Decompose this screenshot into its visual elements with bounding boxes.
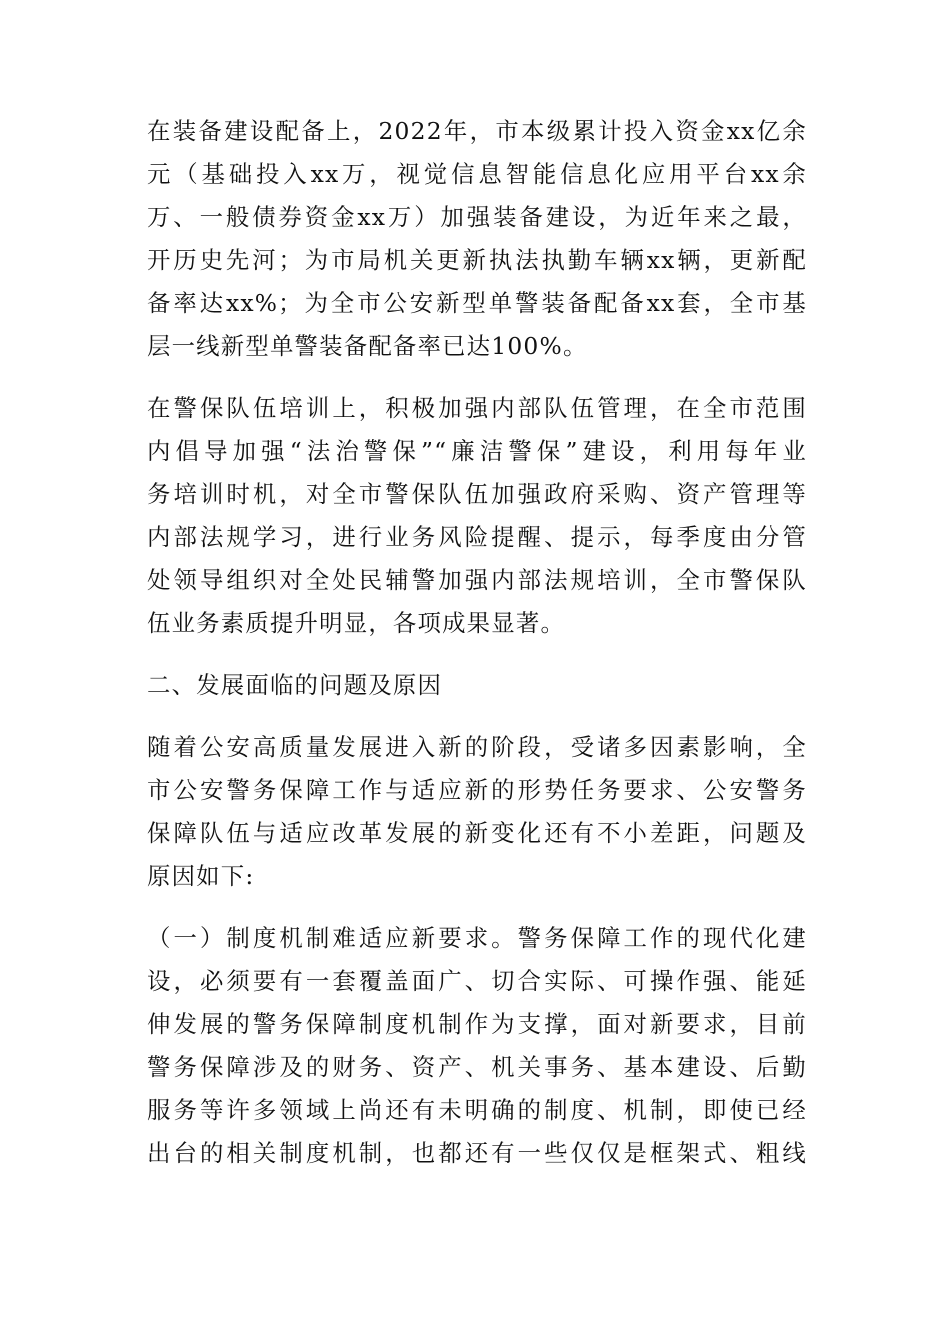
text-line: 务培训时机，对全市警保队伍加强政府采购、资产管理等 (147, 480, 807, 508)
text-line: 元（基础投入xx万，视觉信息智能信息化应用平台xx余 (147, 160, 807, 188)
text-line: 随着公安高质量发展进入新的阶段，受诸多因素影响，全 (147, 733, 807, 761)
text-line: 出台的相关制度机制，也都还有一些仅仅是框架式、粗线 (147, 1139, 807, 1167)
text-line: 保障队伍与适应改革发展的新变化还有不小差距，问题及 (147, 819, 807, 847)
paragraph-problems-intro (147, 726, 807, 898)
text-line: 内倡导加强“法治警保”“廉洁警保”建设，利用每年业 (147, 437, 807, 465)
text-line: 开历史先河；为市局机关更新执法执勤车辆xx辆，更新配 (147, 246, 807, 274)
text-line: 层一线新型单警装备配备率已达100%。 (147, 332, 588, 360)
text-line: 处领导组织对全处民辅警加强内部法规培训，全市警保队 (147, 566, 807, 594)
text-line: （一）制度机制难适应新要求。警务保障工作的现代化建 (147, 924, 807, 952)
text-line: 设，必须要有一套覆盖面广、切合实际、可操作强、能延 (147, 967, 807, 995)
text-line: 伍业务素质提升明显，各项成果显著。 (147, 609, 566, 637)
text-line: 在警保队伍培训上，积极加强内部队伍管理，在全市范围 (147, 394, 807, 422)
paragraph-team-training (147, 387, 807, 645)
paragraph-equipment-construction (147, 110, 807, 368)
text-line: 原因如下: (147, 862, 255, 890)
text-line: 警务保障涉及的财务、资产、机关事务、基本建设、后勤 (147, 1053, 807, 1081)
document-page (147, 110, 807, 1175)
text-line: 内部法规学习，进行业务风险提醒、提示，每季度由分管 (147, 523, 807, 551)
text-line: 备率达xx%；为全市公安新型单警装备配备xx套，全市基 (147, 289, 807, 317)
text-line: 市公安警务保障工作与适应新的形势任务要求、公安警务 (147, 776, 807, 804)
text-line: 伸发展的警务保障制度机制作为支撑，面对新要求，目前 (147, 1010, 807, 1038)
section-heading (147, 664, 807, 707)
text-line: 在装备建设配备上，2022年，市本级累计投入资金xx亿余 (147, 117, 807, 145)
paragraph-system-mechanism (147, 917, 807, 1175)
heading-text: 二、发展面临的问题及原因 (147, 671, 443, 699)
text-line: 服务等许多领域上尚还有未明确的制度、机制，即使已经 (147, 1096, 807, 1124)
text-line: 万、一般债券资金xx万）加强装备建设，为近年来之最， (147, 203, 807, 231)
